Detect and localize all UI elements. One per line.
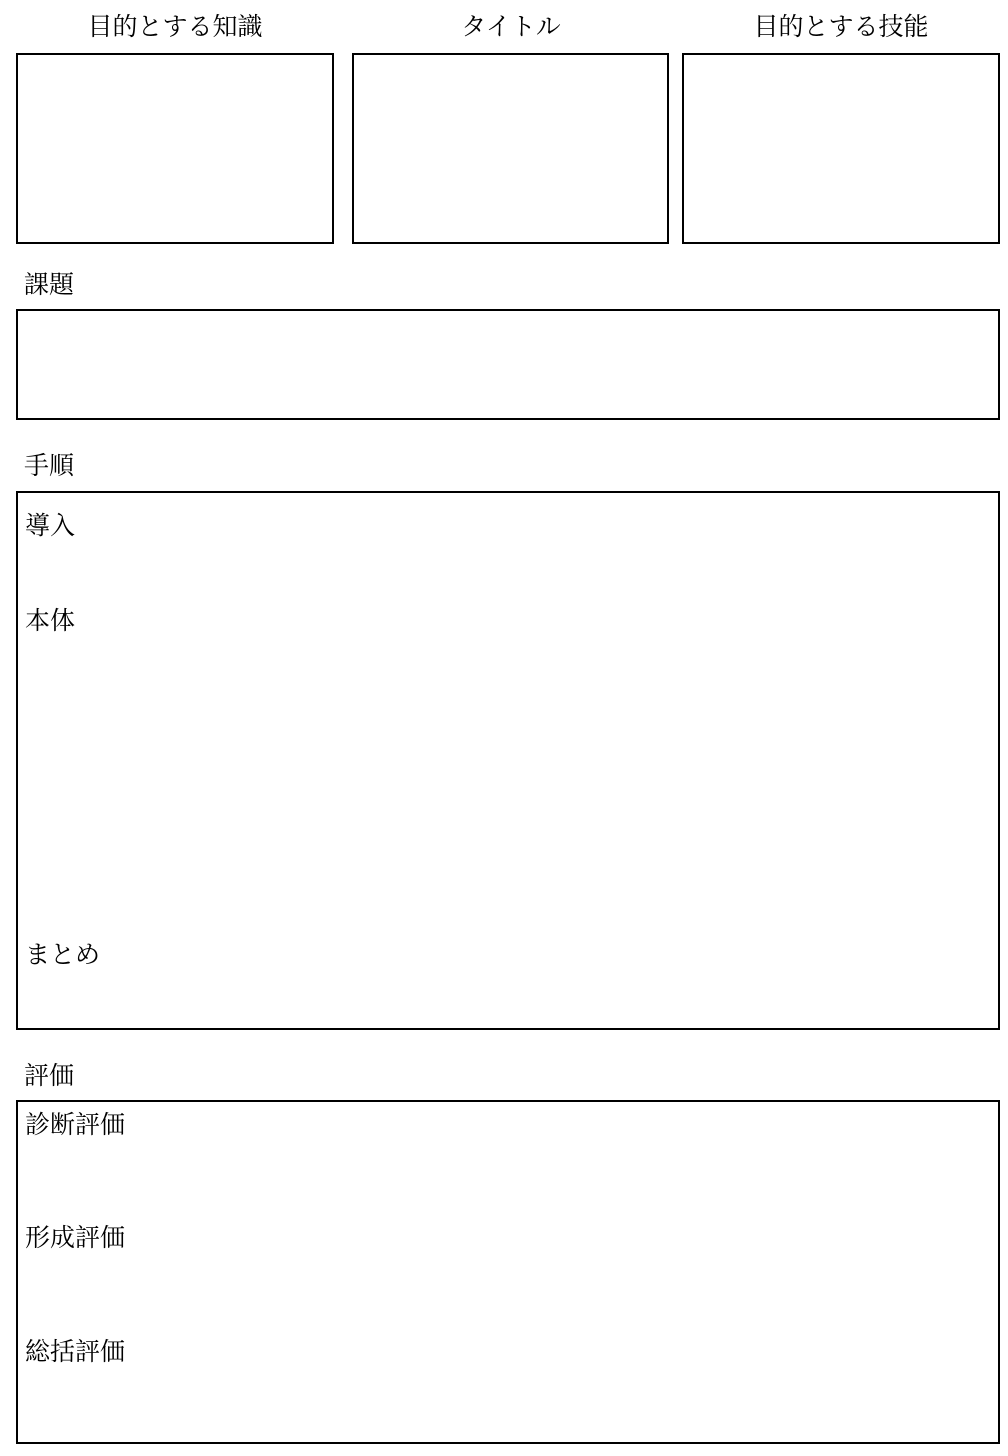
knowledge-label: 目的とする知識 [87, 12, 263, 41]
procedure-intro-label: 導入 [25, 511, 76, 540]
evaluation-label: 評価 [24, 1061, 75, 1090]
evaluation-box[interactable] [16, 1100, 1000, 1444]
formative-evaluation-label: 形成評価 [25, 1223, 126, 1252]
procedure-label: 手順 [24, 451, 75, 480]
skills-label: 目的とする技能 [753, 12, 929, 41]
procedure-box[interactable] [16, 491, 1000, 1030]
title-label: タイトル [461, 12, 561, 41]
procedure-main-label: 本体 [25, 606, 76, 635]
skills-box[interactable] [682, 53, 1000, 244]
title-box[interactable] [352, 53, 669, 244]
task-label: 課題 [24, 270, 75, 299]
diagnostic-evaluation-label: 診断評価 [25, 1110, 126, 1139]
summative-evaluation-label: 総括評価 [25, 1337, 126, 1366]
task-box[interactable] [16, 309, 1000, 420]
knowledge-box[interactable] [16, 53, 334, 244]
procedure-summary-label: まとめ [25, 940, 101, 969]
